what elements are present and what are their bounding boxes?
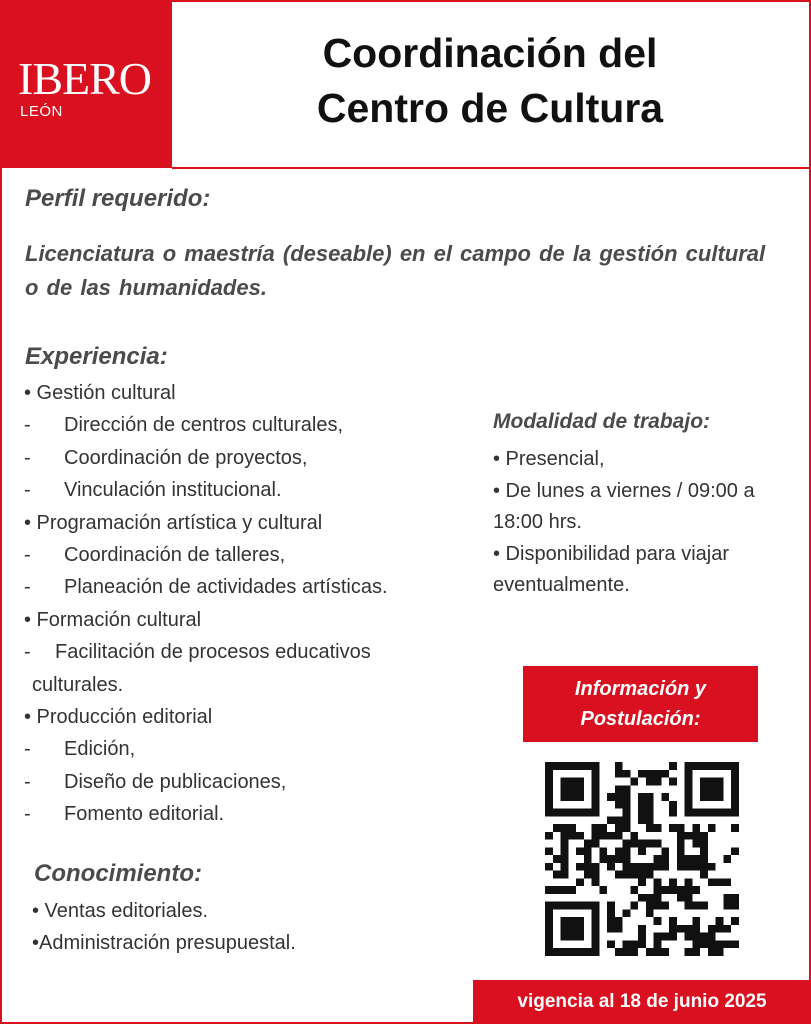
list-item: - Fomento editorial. [24, 803, 225, 826]
list-item: • Ventas editoriales. [32, 900, 208, 922]
list-item: - Dirección de centros culturales, [24, 414, 344, 437]
list-item: • De lunes a viernes / 09:00 a 18:00 hrs. [493, 479, 755, 533]
logo [0, 0, 172, 168]
conocimiento-list [32, 896, 296, 960]
list-item: • Gestión cultural [24, 382, 176, 404]
logo-campus: LEÓN [20, 103, 63, 120]
modalidad-list [493, 444, 793, 602]
page-title [172, 26, 808, 136]
title-line-2: Centro de Cultura [316, 85, 664, 131]
list-item: • Programación artística y cultural [24, 511, 323, 534]
list-item: •Administración presupuestal. [32, 932, 296, 954]
list-item: - Facilitación de procesos educativos [24, 641, 371, 664]
list-item: - Diseño de publicaciones, [24, 770, 287, 793]
perfil-heading: Perfil requerido: [25, 185, 211, 212]
info-line-2: Postulación: [580, 708, 701, 730]
qr-code-icon[interactable] [545, 762, 739, 956]
title-line-1: Coordinación del [322, 30, 658, 76]
perfil-text: Licenciatura o maestría (deseable) en el campo de la gestión cultural o de las humanidades. [25, 241, 766, 300]
list-item: - Edición, [24, 738, 136, 761]
experiencia-list [24, 378, 474, 831]
conocimiento-heading: Conocimiento: [34, 860, 202, 887]
list-item: • Presencial, [493, 448, 605, 470]
vigencia-footer: vigencia al 18 de junio 2025 [473, 980, 811, 1024]
list-item: • Disponibilidad para viajar eventualmente. [493, 542, 730, 596]
info-line-1: Información y [574, 678, 707, 700]
list-item: - Planeación de actividades artísticas. [24, 576, 388, 599]
list-item: • Producción editorial [24, 705, 213, 728]
list-item: - Vinculación institucional. [24, 479, 282, 502]
list-item: - Coordinación de proyectos, [24, 446, 308, 469]
header-divider [172, 167, 811, 169]
info-postulacion-box [523, 666, 758, 742]
logo-name: IBERO [18, 53, 151, 104]
list-item: - Coordinación de talleres, [24, 543, 286, 566]
list-item: culturales. [32, 673, 124, 696]
modalidad-heading: Modalidad de trabajo: [493, 410, 711, 433]
experiencia-heading: Experiencia: [25, 343, 168, 370]
list-item: • Formación cultural [24, 608, 202, 631]
